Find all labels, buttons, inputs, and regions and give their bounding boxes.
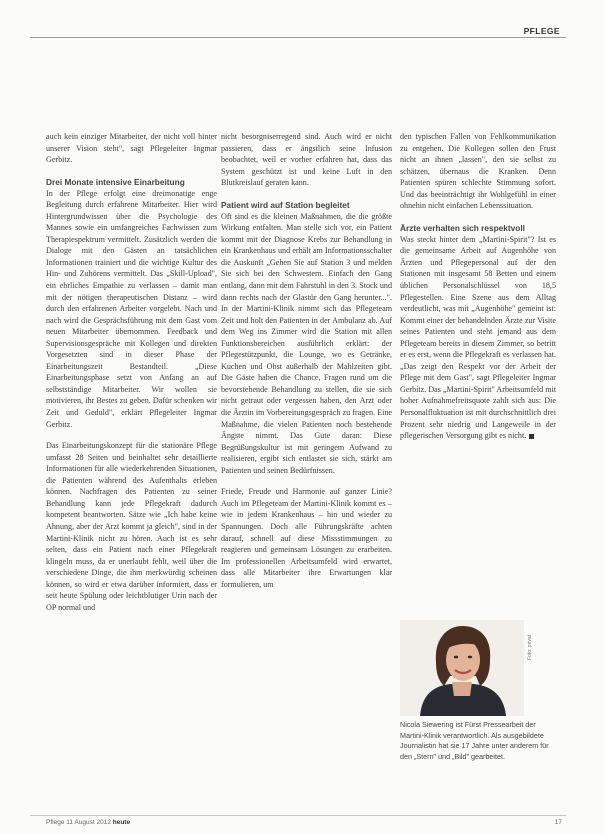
end-of-article-mark	[529, 434, 534, 439]
paragraph: auch kein einziger Mitarbeiter, der nicht voll hinter unserer Vision steht", sagt Pflegeleiter Ingmar Gerbitz.	[46, 132, 217, 165]
photo-credit: Foto: privat	[527, 634, 533, 660]
issue-info: Pflege 11 August 2012	[46, 819, 111, 826]
author-caption: Nicola Siewering ist Fürst Pressearbeit der Martini-Klinik verantwortlich. Als ausgebildete Journalistin hat sie 17 Jahre unter anderem für den „Stern" und „Bild" gearbeitet.	[400, 720, 549, 761]
paragraph: nicht besorgniserregend sind. Auch wird er nicht passieren, dass er ängstlich seine Infusion beobachtet, weil er vorher erfahren hat, dass das System geschützt ist und keine Luft in den Blutkreislauf geraten kann.	[221, 132, 392, 188]
author-portrait-photo	[400, 620, 524, 716]
article-column-3	[400, 131, 556, 452]
subheading: Drei Monate intensive Einarbeitung	[46, 176, 185, 187]
paragraph: Oft sind es die kleinen Maßnahmen, die die größte Wirkung entfalten. Man stelle sich vor, ein Patient kommt mit der Diagnose Krebs zur Behandlung in ein Krankenhaus und erhält am Informationsschalter die Auskunft „Gehen Sie auf Station 3 und melden Sie sich bei den Schwestern. Einfach den Gang entlang, dann mit dem Fahrstuhl in den 3. Stock und dann rechts nach der Glastür den Gang herunter...". In der Martini-Klinik nimmt sich das Pflegeteam Zeit und holt den Patienten in der Ambulanz ab. Auf dem Weg ins Zimmer wird die Station mit allen Funktionsbereichen ausführlich erklärt: der Pflegestützpunkt, die Lounge, wo es Getränke, Kuchen und Obst außerhalb der Mahlzeiten gibt. Die Gäste haben die Chance, Fragen rund um die bevorstehende Behandlung zu stellen, die sie sich nicht getraut oder vergessen haben, den Arzt oder die Ärztin im Vorbereitungsgespräch zu fragen. Eine Maßnahme, die vielen Patienten noch bestehende Ängste nimmt. Das Gute daran: Diese Begrüßungskultur ist mit geringem Aufwand zu realisieren, ergibt sich entlastet sie sich, stärkt am Patienten und seinen Bedürfnissen.	[221, 211, 392, 475]
paragraph-text: Was steckt hinter dem „Martini-Spirit"? Ist es die gemeinsame Arbeit auf Augenhöhe von Ärzten und Pflegepersonal auf der den Stationen mit insgesamt 58 Betten und einem üblichen Personalschlüssel von 18,5 Pflegestellen. Eine Szene aus dem Alltag verdeutlicht, was mit „Augenhöhe" gemeint ist: Kommt einer der behandelnden Ärzte zur Visite seines Patienten und steht jemand aus dem Pflegeteam bereits in diesem Zimmer, so betritt er es erst, wenn die Pflegekraft es verlassen hat. „Das zeigt den Respekt vor der Arbeit der Pflege mit dem Gast", sagt Pflegeleiter Ingmar Gerbitz. Das „Martini-Spirit" Arbeitsumfeld mit hoher Aufnahmefreitsquote zahlt sich aus: Die Personalfluktuation ist mit durchschnittlich drei Prozent sehr niedrig und Langeweile in der pflegerischen Versorgung gibt es nicht.	[400, 234, 556, 441]
paragraph: den typischen Fallen von Fehlkommunikation zu entgehen. Die Kollegen sollen den Frust nicht an ihnen „lassen", den sie selbst zu schätzen, übernaus die Kranken. Denn Patienten spüren schlechte Stimmung sofort. Und das beeinträchtigt ihr Wohlgefühl in einer ohnehin nicht einfachen Lebenssituation.	[400, 132, 556, 211]
footer-issue-line	[46, 819, 130, 826]
paragraph: Das Einarbeitungskonzept für die stationäre Pflege umfasst 28 Seiten und beinhaltet sehr detaillierte Informationen für alle wiederkehrenden Situationen, die Patienten während des Aufenthalts erleben können. Nachfragen des Patienten zu seiner Behandlung kann jede Pflegekraft dadurch kompetent beantworten. Sätze wie „Ich habe keine Ahnung, aber der Arzt kommt ja gleich", sind in der Martini-Klinik nicht zu hören. Auch ist es sehr selten, dass ein Patient nach einer Pflegekraft klingeln muss, da er unerlaubt fehlt, weil über die verschiedene Dinge, die ihm merkwürdig scheinen können, so wird er etwa darüber informiert, dass er seit heute Spülung oder leichtblutiger Urin nach der OP normal und	[46, 441, 217, 612]
footer-rule	[30, 815, 566, 816]
header-rule	[30, 37, 566, 38]
paragraph: In der Pflege erfolgt eine dreimonatige enge Begleitung durch erfahrene Mitarbeiter. Hier wird Hintergrundwissen über die Psychologie des Mannes sowie ein umfangreiches Fachwissen zum Therapiespektrum vermittelt. Zusätzlich werden die Dialoge mit den Gästen an tatsächlichen Informationen trainiert und die wichtige Kultur des Hin- und Zuhörens vermittelt. Das „Skill-Upload", ein ehrliches Empathie zu verlassen – damit man mit der nötigen therapeutischen Distanz – wird durch den erfahrenen Arbeiter vorgelebt. Nach und nach wird die Gesprächsführung mit dem Gast vom neuen Mitarbeiter übernommen. Feedback und Supervisionsgespräche mit Kollegen und direkten Vorgesetzten sind in dieser Phase der Einarbeitungszeit Bestandteil. „Diese Einarbeitungsphase setzt von Anfang an auf selbstständige Mitarbeiter. Wir wollen sie motivieren, ihr Bestes zu geben. Dafür schenken wir Zeit und Geduld", erklärt Pflegeleiter Ingmar Gerbitz.	[46, 188, 217, 429]
subheading: Patient wird auf Station begleitet	[221, 199, 350, 210]
article-column-2	[221, 131, 392, 600]
paragraph: Friede, Freude und Harmonie auf ganzer Linie? Auch im Pflegeteam der Martini-Klinik kommt es – wie in jedem Krankenhaus – hin und wieder zu Spannungen. Doch alle Führungskräfte achten darauf, schnell auf diese Missstimmungen zu reagieren und gemeinsam Lösungen zu erarbeiten. Im professionellen Arbeitsumfeld wird erwartet, dass alle Mitarbeiter ihre Erwartungen klar formulieren, um	[221, 487, 392, 589]
paragraph-with-end-mark	[400, 234, 556, 442]
subheading: Ärzte verhalten sich respektvoll	[400, 222, 525, 233]
section-label: PFLEGE	[523, 26, 560, 36]
page-number: 17	[554, 819, 562, 826]
portrait-illustration	[400, 620, 524, 716]
magazine-brand: heute	[112, 819, 131, 826]
article-column-1	[46, 131, 217, 623]
